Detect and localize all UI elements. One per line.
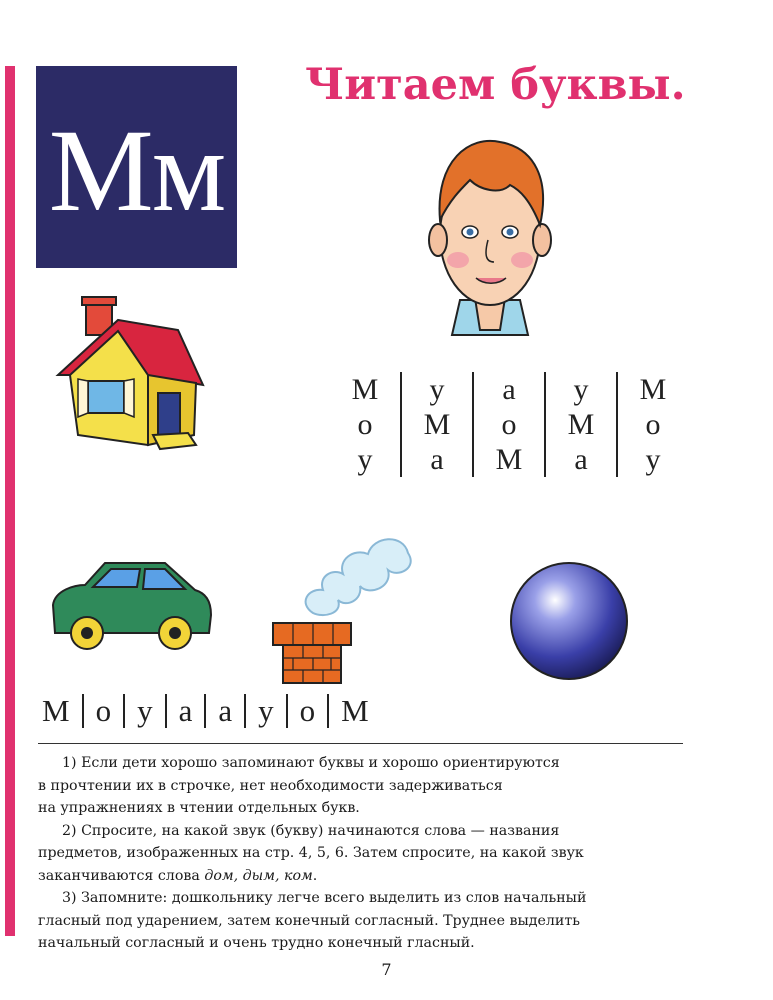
teacher-notes (38, 752, 688, 955)
strip-letter: а (204, 694, 244, 728)
grid-column (330, 372, 400, 477)
page-title: Читаем буквы. (305, 60, 686, 110)
grid-letter: у (573, 373, 589, 406)
note-line: в прочтении их в строчке, нет необходимости задерживаться (38, 777, 503, 794)
strip-letter: у (123, 694, 165, 728)
left-accent-bar (5, 66, 15, 936)
note-line: 3) Запомните: дошкольнику легче всего выделить из слов начальный (62, 890, 587, 906)
note-line: гласный под ударением, затем конечный согласный. Труднее выделить (38, 912, 580, 929)
note-text: . (312, 867, 318, 884)
grid-column (544, 372, 616, 477)
grid-column (472, 372, 544, 477)
boy-face-illustration (420, 130, 560, 350)
grid-letter: М (567, 408, 595, 441)
grid-letter: у (429, 373, 445, 406)
syllable-grid (330, 372, 688, 477)
grid-letter: а (502, 373, 516, 406)
note-line: начальный согласный и очень трудно конечный гласный. (38, 935, 475, 951)
strip-letter: М (327, 694, 381, 728)
note-line: предметов, изображенных на стр. 4, 5, 6. Затем спросите, на какой звук (38, 845, 584, 861)
note-line: на упражнениях в чтении отдельных букв. (38, 800, 360, 816)
note-italic-words: дом, дым, ком (204, 867, 313, 884)
strip-letter: у (244, 694, 286, 728)
grid-letter: у (645, 443, 661, 476)
car-illustration (45, 555, 215, 655)
strip-letter: а (165, 694, 205, 728)
ball-illustration (508, 560, 630, 682)
strip-letter: о (82, 694, 124, 728)
grid-letter: у (357, 443, 373, 476)
strip-letter: М (42, 693, 70, 728)
chimney-smoke-illustration (268, 518, 418, 688)
strip-letter: о (286, 694, 328, 728)
grid-letter: М (351, 373, 379, 406)
grid-column (400, 372, 472, 477)
grid-letter: а (430, 443, 444, 476)
house-illustration (48, 295, 208, 455)
note-line: 1) Если дети хорошо запоминают буквы и хорошо ориентируются (62, 755, 560, 771)
letter-strip (38, 694, 381, 728)
note-line: 2) Спросите, на какой звук (букву) начинаются слова — названия (62, 822, 560, 839)
page-number: 7 (381, 960, 392, 979)
grid-letter: а (574, 443, 588, 476)
grid-letter: М (639, 373, 667, 406)
grid-letter: М (423, 408, 451, 441)
grid-letter: о (645, 408, 661, 441)
divider (38, 743, 683, 744)
grid-column (616, 372, 688, 477)
grid-letter: о (357, 408, 373, 441)
letter-card (36, 66, 237, 268)
note-text: заканчиваются слова (38, 867, 205, 884)
note-line (38, 865, 688, 888)
grid-letter: М (495, 443, 523, 476)
letter-card-text: Мм (48, 105, 225, 236)
grid-letter: о (501, 408, 517, 441)
